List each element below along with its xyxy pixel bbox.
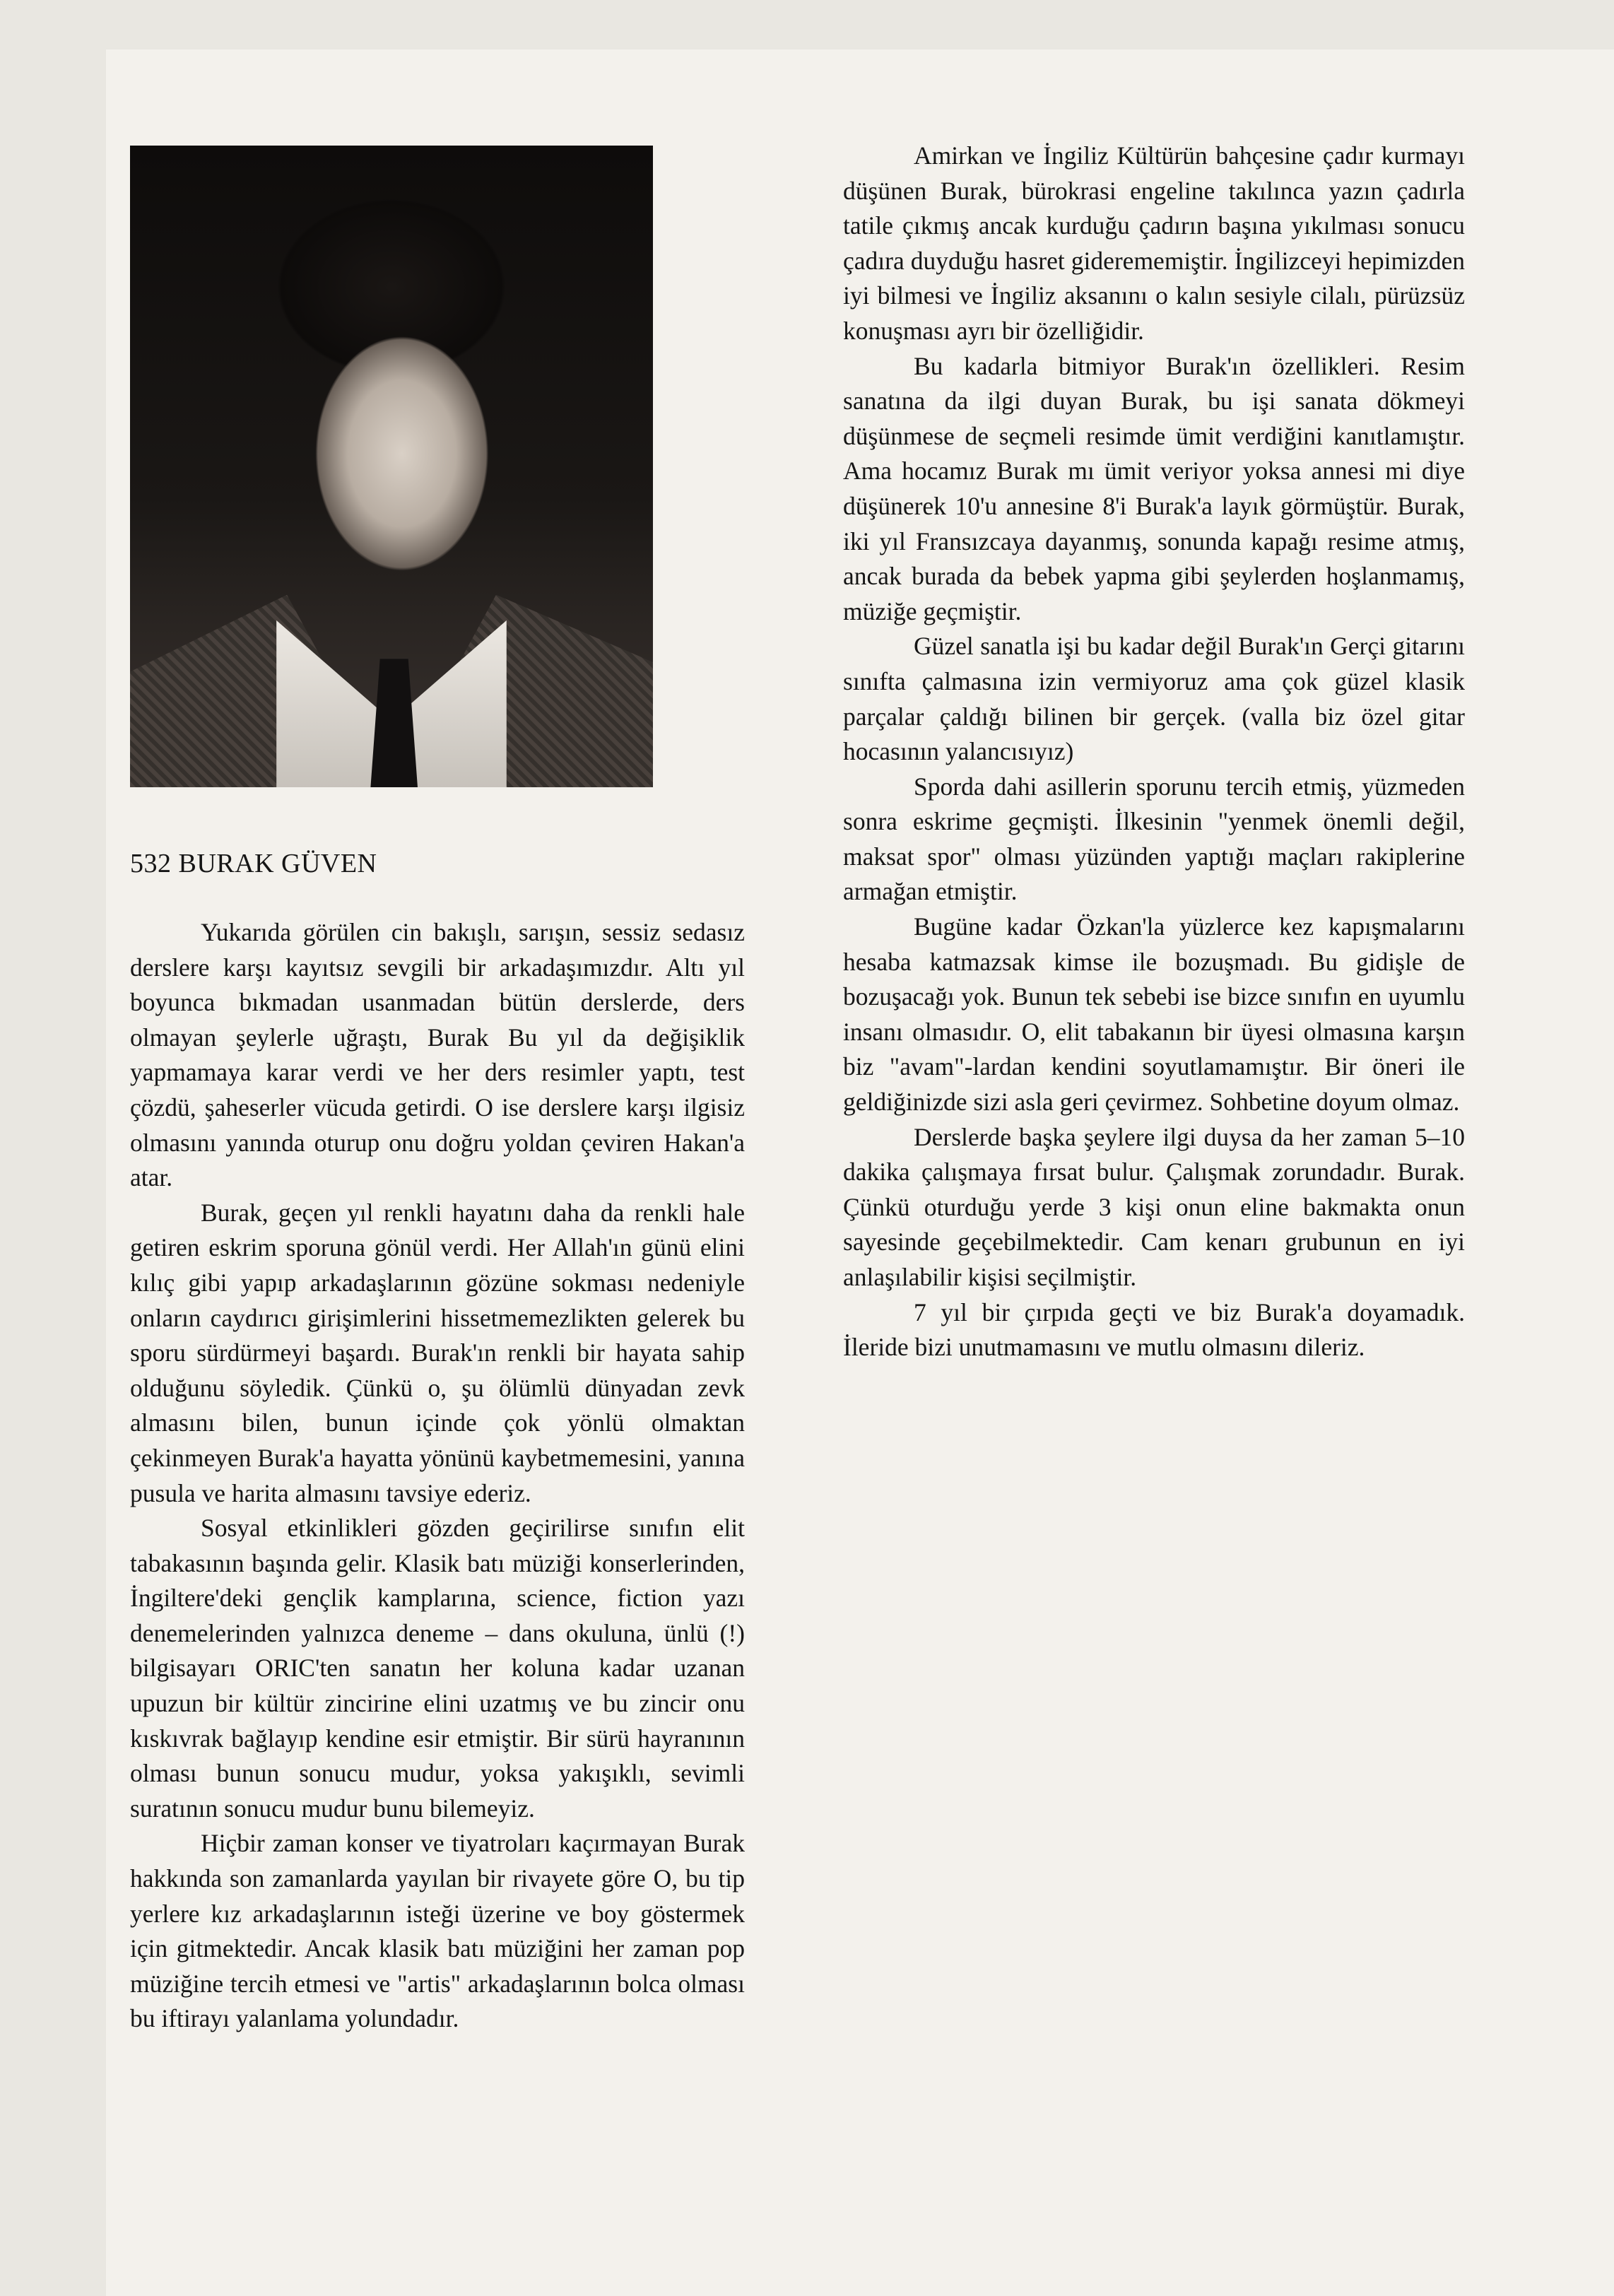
right-paragraph-3: Güzel sanatla işi bu kadar değil Burak'ın Gerçi gitarını sınıfta çalmasına izin vermiyoruz ama çok güzel klasik parçalar çaldığı bilinen bir gerçek. (valla biz özel gitar hocasının yalancısıyız) — [843, 632, 1465, 766]
right-paragraph-5: Bugüne kadar Özkan'la yüzlerce kez kapışmalarını hesaba katmazsak kimse ile bozuşmadı. Bu gidişle de bozuşacağı yok. Bunun tek sebebi ise bizce sınıfın en uyumlu insanı olmasıdır. O, elit tabakanın bir üyesi olmasına karşın biz "avam"-lardan kendini soyutlamamıştır. Bir öneri ile geldiğinizde sizi asla geri çevirmez. Sohbetine doyum olmaz. — [843, 912, 1465, 1117]
right-text-column — [843, 139, 1465, 1365]
left-paragraph-1: Yukarıda görülen cin bakışlı, sarışın, sessiz sedasız derslere karşı kayıtsız sevgili bir arkadaşımızdır. Altı yıl boyunca bıkmadan usanmadan bütün derslerde, ders olmayan şeylerle uğraştı, Burak Bu yıl da değişiklik yapmamaya karar verdi ve her ders resimler yaptı, test çözdü, şaheserler vücuda getirdi. O ise derslere karşı ilgisiz olmasını yanında oturup onu doğru yoldan çeviren Hakan'a atar. — [130, 918, 745, 1192]
right-paragraph-6: Derslerde başka şeylere ilgi duysa da her zaman 5–10 dakika çalışmaya fırsat bulur. Çalışmak zorundadır. Burak. Çünkü oturduğu yerde 3 kişi onun eline bakmakta onun sayesinde geçebilmektedir. Cam kenarı grubunun en iyi anlaşılabilir kişisi seçilmiştir. — [843, 1122, 1465, 1291]
right-paragraph-4: Sporda dahi asillerin sporunu tercih etmiş, yüzmeden sonra eskrime geçmişti. İlkesinin "yenmek önemli değil, maksat spor" olması yüzünden yaptığı maçları rakiplerine armağan etmiştir. — [843, 772, 1465, 906]
student-portrait-photo — [130, 146, 653, 787]
right-paragraph-7: 7 yıl bir çırpıda geçti ve biz Burak'a doyamadık. İleride bizi unutmamasını ve mutlu olmasını dileriz. — [843, 1297, 1465, 1362]
right-paragraph-2: Bu kadarla bitmiyor Burak'ın özellikleri. Resim sanatına da ilgi duyan Burak, bu işi sanata dökmeyi düşünmese de seçmeli resimde ümit verdiğini kanıtlamıştır. Ama hocamız Burak mı ümit veriyor yoksa annesi mi diye düşünerek 10'u annesine 8'i Burak'a layık görmüştür. Burak, iki yıl Fransızcaya dayanmış, sonunda kapağı resime atmış, ancak burada da bebek yapma gibi şeylerden hoşlanmamış, müziğe geçmiştir. — [843, 351, 1465, 625]
left-paragraph-4: Hiçbir zaman konser ve tiyatroları kaçırmayan Burak hakkında son zamanlarda yayılan bir rivayete göre O, bu tip yerlere kız arkadaşlarının isteği üzerine ve boy göstermek için gitmektedir. Ancak klasik batı müziğini her zaman pop müziğine tercih etmesi ve "artis" arkadaşlarının bolca olması bu iftirayı yalanlama yolundadır. — [130, 1829, 745, 2033]
left-text-column — [130, 915, 745, 2037]
left-paragraph-3: Sosyal etkinlikleri gözden geçirilirse sınıfın elit tabakasının başında gelir. Klasik batı müziği konserlerinden, İngiltere'deki gençlik kamplarına, science, fiction yazı denemelerinden yalnızca deneme – dans okuluna, ünlü (!) bilgisayarı ORIC'ten sanatın her koluna kadar uzanan upuzun bir kültür zincirine elini uzatmış ve bu zincir onu kıskıvrak bağlayıp kendine esir etmiştir. Bir sürü hayranının olması bunun sonucu mudur, yoksa yakışıklı, sevimli suratının sonucu mudur bunu bilemeyiz. — [130, 1514, 745, 1823]
tie-shape — [370, 659, 418, 787]
right-paragraph-1: Amirkan ve İngiliz Kültürün bahçesine çadır kurmayı düşünen Burak, bürokrasi engeline takılınca yazın çadırla tatile çıkmış ancak kurduğu çadırın başına yıkılması sonucu çadıra duyduğu hasret giderememiştir. İngilizceyi hepimizden iyi bilmesi ve İngiliz aksanını o kalın sesiyle cilalı, pürüzsüz konuşması ayrı bir özelliğidir. — [843, 141, 1465, 345]
left-paragraph-2: Burak, geçen yıl renkli hayatını daha da renkli hale getiren eskrim sporuna gönül verdi. Her Allah'ın günü elini kılıç gibi yapıp arkadaşlarının gözüne sokması nedeniyle onların caydırıcı girişimlerini hissetmemezlikten gelerek bu sporu sürdürmeyi başardı. Burak'ın renkli bir hayata sahip olduğunu söyledik. Çünkü o, şu ölümlü dünyadan zevk almasını bilen, bunun içinde çok yönlü olmaktan çekinmeyen Burak'a hayatta yönünü kaybetmemesini, yanına pusula ve harita almasını tavsiye ederiz. — [130, 1198, 745, 1507]
student-name-caption: 532 BURAK GÜVEN — [130, 849, 377, 878]
